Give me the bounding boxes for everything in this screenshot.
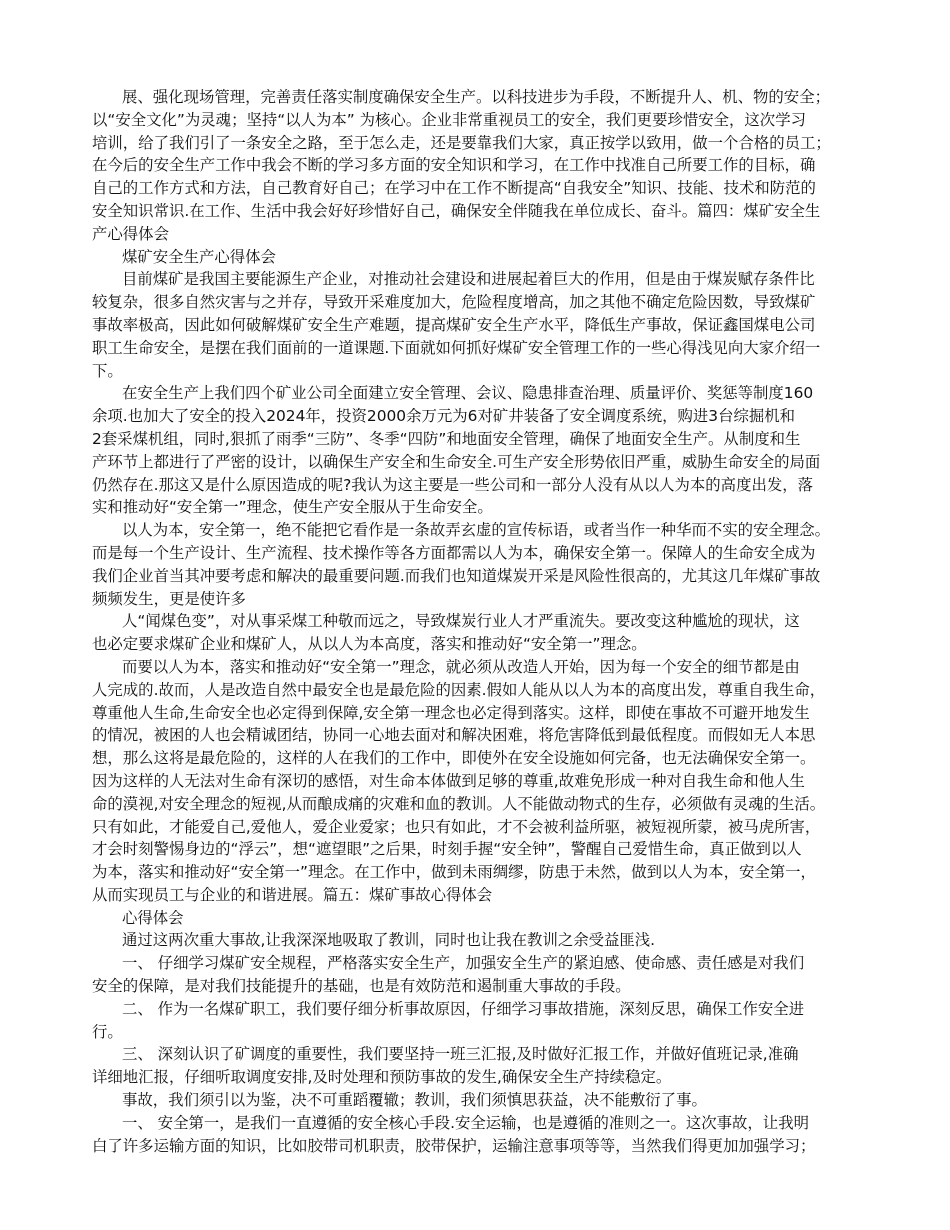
text-line: 也必定要求煤矿企业和煤矿人，从以人为本高度，落实和推动好“安全第一”理念。	[92, 635, 647, 654]
text-line: 通过这两次重大事故,让我深深地吸取了教训，同时也让我在教训之余受益匪浅.	[122, 931, 656, 950]
text-line: 从而实现员工与企业的和谐进展。篇五：煤矿事故心得体会	[92, 885, 493, 904]
text-line: 人完成的.故而，人是改造自然中最安全也是最危险的因素.假如人能从以人为本的高度出发，尊重自我生命，	[92, 680, 826, 699]
text-line: 煤矿安全生产心得体会	[122, 247, 276, 266]
text-line: 二、 作为一名煤矿职工，我们要仔细分析事故原因，仔细学习事故措施，深刻反思，确保工作安全进	[122, 999, 805, 1018]
text-line: 安全知识常识.在工作、生活中我会好好珍惜好自己，确保安全伴随我在单位成长、奋斗。篇四：煤矿安全生	[92, 201, 821, 220]
text-line: 一、 仔细学习煤矿安全规程，严格落实安全生产，加强安全生产的紧迫感、使命感、责任感是对我们	[122, 954, 805, 973]
text-line: 在安全生产上我们四个矿业公司全面建立安全管理、会议、隐患排查治理、质量评价、奖惩等制度160	[122, 384, 814, 403]
text-line: 我们企业首当其冲要考虑和解决的最重要问题.而我们也知道煤炭开采是风险性很高的，尤其这几年煤矿事故	[92, 566, 821, 585]
text-line: 命的漠视,对安全理念的短视,从而酿成痛的灾难和血的教训。人不能做动物式的生存，必须做有灵魂的生活。	[92, 794, 826, 813]
text-line: 目前煤矿是我国主要能源生产企业，对推动社会建设和进展起着巨大的作用，但是由于煤炭赋存条件比	[122, 270, 815, 289]
text-line: 2套采煤机组，同时,狠抓了雨季“三防”、冬季“四防”和地面安全管理，确保了地面安全生产。从制度和生	[92, 429, 801, 448]
text-line: 才会时刻警惕身边的“浮云”，想“遮望眼”之后果，时刻手握“安全钟”，警醒自己爱惜生命，真正做到以人	[92, 840, 802, 859]
text-line: 而是每一个生产设计、生产流程、技术操作等各方面都需以人为本，确保安全第一。保障人的生命安全成为	[92, 543, 816, 562]
text-line: 实和推动好“安全第一”理念，使生产安全服从于生命安全。	[92, 498, 493, 517]
text-line: 余项.也加大了安全的投入2024年，投资2000余万元为6对矿井装备了安全调度系统，购进3台综掘机和	[92, 407, 796, 426]
text-line: 而要以人为本，落实和推动好“安全第一”理念，就必须从改造人开始，因为每一个安全的细节都是由	[122, 657, 800, 676]
text-line: 白了许多运输方面的知识，比如胶带司机职责，胶带保护，运输注意事项等等，当然我们得更加加强学习；	[92, 1136, 816, 1155]
text-line: 职工生命安全，是摆在我们面前的一道课题.下面就如何抓好煤矿安全管理工作的一些心得浅见向大家介绍一	[92, 338, 821, 357]
text-line: 想，那么这将是最危险的，这样的人在我们的工作中，即使外在安全设施如何完备，也无法确保安全第一。	[92, 749, 816, 768]
text-line: 事故率极高，因此如何破解煤矿安全生产难题，提高煤矿安全生产水平，降低生产事故，保证鑫国煤电公司	[92, 315, 816, 334]
text-line: 自己的工作方式和方法，自己教育好自己；在学习中在工作不断提高“自我安全”知识、技能、技术和防范的	[92, 179, 816, 198]
text-line: 行。	[92, 1022, 123, 1041]
text-line: 为本，落实和推动好“安全第一”理念。在工作中，做到未雨绸缪，防患于未然，做到以人为本，安全第一，	[92, 863, 816, 882]
text-line: 较复杂，很多自然灾害与之并存，导致开采难度加大，危险程度增高，加之其他不确定危险因数，导致煤矿	[92, 293, 816, 312]
text-line: 只有如此，才能爱自己,爱他人，爱企业爱家；也只有如此，才不会被利益所驱，被短视所蒙，被马虎所害，	[92, 817, 821, 836]
text-line: 以“安全文化”为灵魂；坚持“以人为本” 为核心。企业非常重视员工的安全，我们更要珍惜安全，这次学习	[92, 110, 806, 129]
text-line: 安全的保障，是对我们技能提升的基础，也是有效防范和遏制重大事故的手段。	[92, 977, 631, 996]
text-line: 心得体会	[122, 908, 184, 927]
text-line: 尊重他人生命,生命安全也必定得到保障,安全第一理念也必定得到落实。这样，即使在事故不可避开地发生	[92, 703, 810, 722]
text-line: 培训，给了我们引了一条安全之路，至于怎么走，还是要靠我们大家，真正按学以致用，做一个合格的员工；	[92, 133, 831, 152]
text-line: 下。	[92, 361, 123, 380]
text-line: 人“闻煤色变”，对从事采煤工种敬而远之，导致煤炭行业人才严重流失。要改变这种尴尬的现状，这	[122, 612, 800, 631]
text-line: 因为这样的人无法对生命有深切的感悟，对生命本体做到足够的尊重,故难免形成一种对自我生命和他人生	[92, 771, 805, 790]
text-line: 仍然存在.那这又是什么原因造成的呢?我认为这主要是一些公司和一部分人没有从以人为本的高度出发，落	[92, 475, 814, 494]
text-line: 的情况，被困的人也会精诚团结，协同一心地去面对和解决困难，将危害降低到最低程度。而假如无人本思	[92, 726, 816, 745]
text-line: 产心得体会	[92, 224, 169, 243]
text-line: 三、 深刻认识了矿调度的重要性，我们要坚持一班三汇报,及时做好汇报工作，并做好值班记录,准确	[122, 1045, 799, 1064]
text-line: 频频发生，更是使许多	[92, 589, 246, 608]
text-line: 产环节上都进行了严密的设计，以确保生产安全和生命安全.可生产安全形势依旧严重，威胁生命安全的局面	[92, 452, 821, 471]
text-line: 以人为本，安全第一，绝不能把它看作是一条故弄玄虚的宣传标语，或者当作一种华而不实的安全理念。	[122, 521, 830, 540]
text-line: 事故，我们须引以为鉴，决不可重蹈覆辙；教训，我们须慎思获益，决不能敷衍了事。	[122, 1091, 707, 1110]
text-line: 在今后的安全生产工作中我会不断的学习多方面的安全知识和学习，在工作中找准自己所要工作的目标，确	[92, 156, 816, 175]
text-line: 一、 安全第一，是我们一直遵循的安全核心手段.安全运输，也是遵循的准则之一。这次事故，让我明	[122, 1113, 809, 1132]
text-line: 展、强化现场管理，完善责任落实制度确保安全生产。以科技进步为手段，不断提升人、机、物的安全；	[122, 88, 830, 106]
text-line: 详细地汇报，仔细听取调度安排,及时处理和预防事故的发生,确保安全生产持续稳定。	[92, 1068, 672, 1087]
